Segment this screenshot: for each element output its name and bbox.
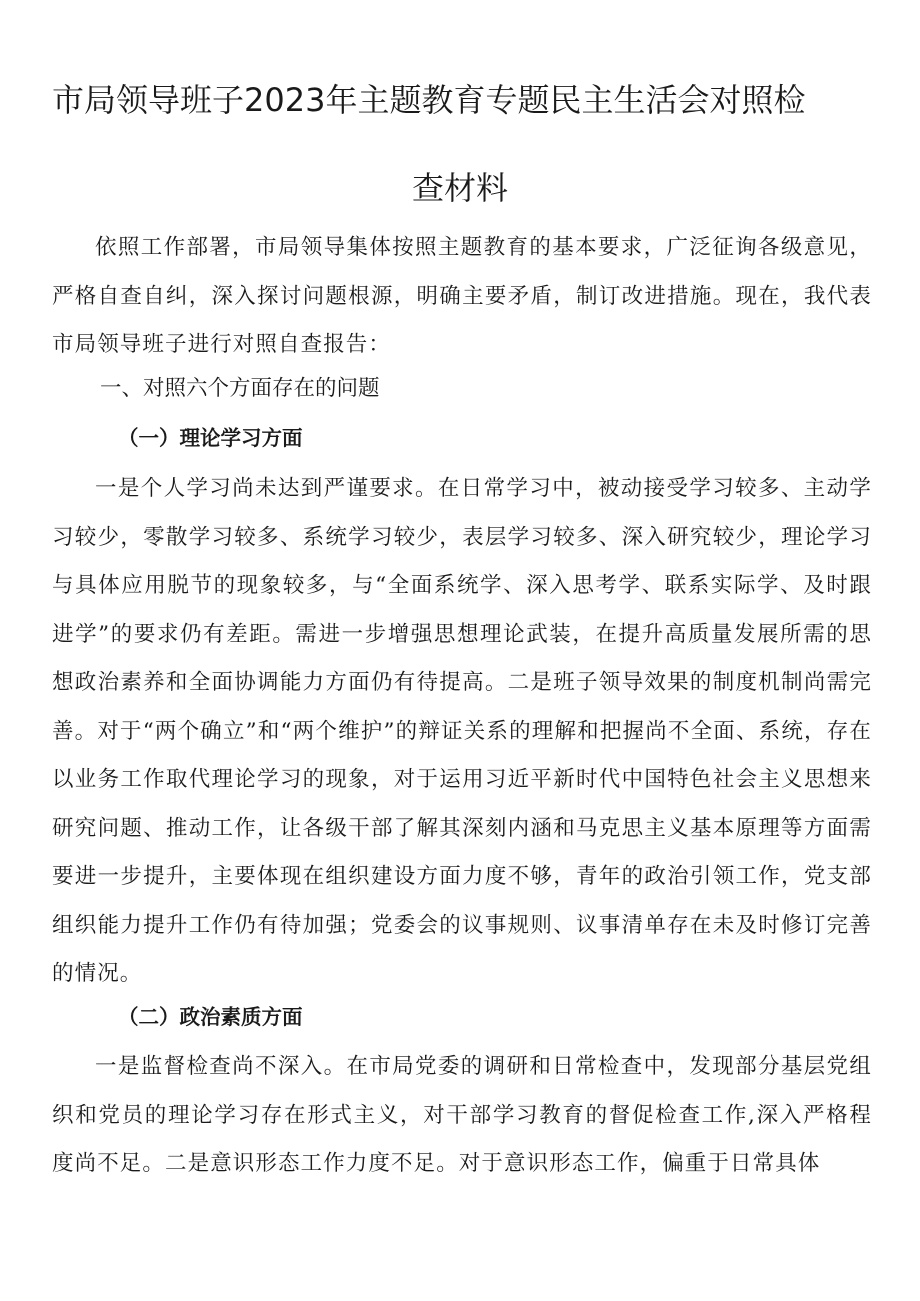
theory-study-paragraph: 一是个人学习尚未达到严谨要求。在日常学习中，被动接受学习较多、主动学习较少，零散学习较多、系统学习较少，表层学习较多、深入研究较少，理论学习与具体应用脱节的现象较多，与“全面系统学、深入思考学、联系实际学、及时跟进学”的要求仍有差距。需进一步增强思想理论武装，在提升高质量发展所需的思想政治素养和全面协调能力方面仍有待提高。二是班子领导效果的制度机制尚需完善。对于“两个确立”和“两个维护”的辩证关系的理解和把握尚不全面、系统，存在以业务工作取代理论学习的现象，对于运用习近平新时代中国特色社会主义思想来研究问题、推动工作，让各级干部了解其深刻内涵和马克思主义基本原理等方面需要进一步提升，主要体现在组织建设方面力度不够，青年的政治引领工作，党支部组织能力提升工作仍有待加强；党委会的议事规则、议事清单存在未及时修订完善的情况。 <box>52 476 872 986</box>
subsection-heading-theory-study: （一）理论学习方面 <box>118 426 303 450</box>
document-title-line-2: 查材料 <box>411 169 508 207</box>
document-title-line-1: 市局领导班子2023年主题教育专题民主生活会对照检 <box>52 81 806 119</box>
subsection-heading-political-quality: （二）政治素质方面 <box>118 1005 303 1029</box>
section-heading-1: 一、对照六个方面存在的问题 <box>100 376 380 401</box>
intro-paragraph: 依照工作部署，市局领导集体按照主题教育的基本要求，广泛征询各级意见，严格自查自纠，深入探讨问题根源，明确主要矛盾，制订改进措施。现在，我代表市局领导班子进行对照自查报告： <box>52 235 872 357</box>
political-quality-paragraph: 一是监督检查尚不深入。在市局党委的调研和日常检查中，发现部分基层党组织和党员的理论学习存在形式主义，对干部学习教育的督促检查工作,深入严格程度尚不足。二是意识形态工作力度不足。对于意识形态工作，偏重于日常具体 <box>52 1054 872 1176</box>
